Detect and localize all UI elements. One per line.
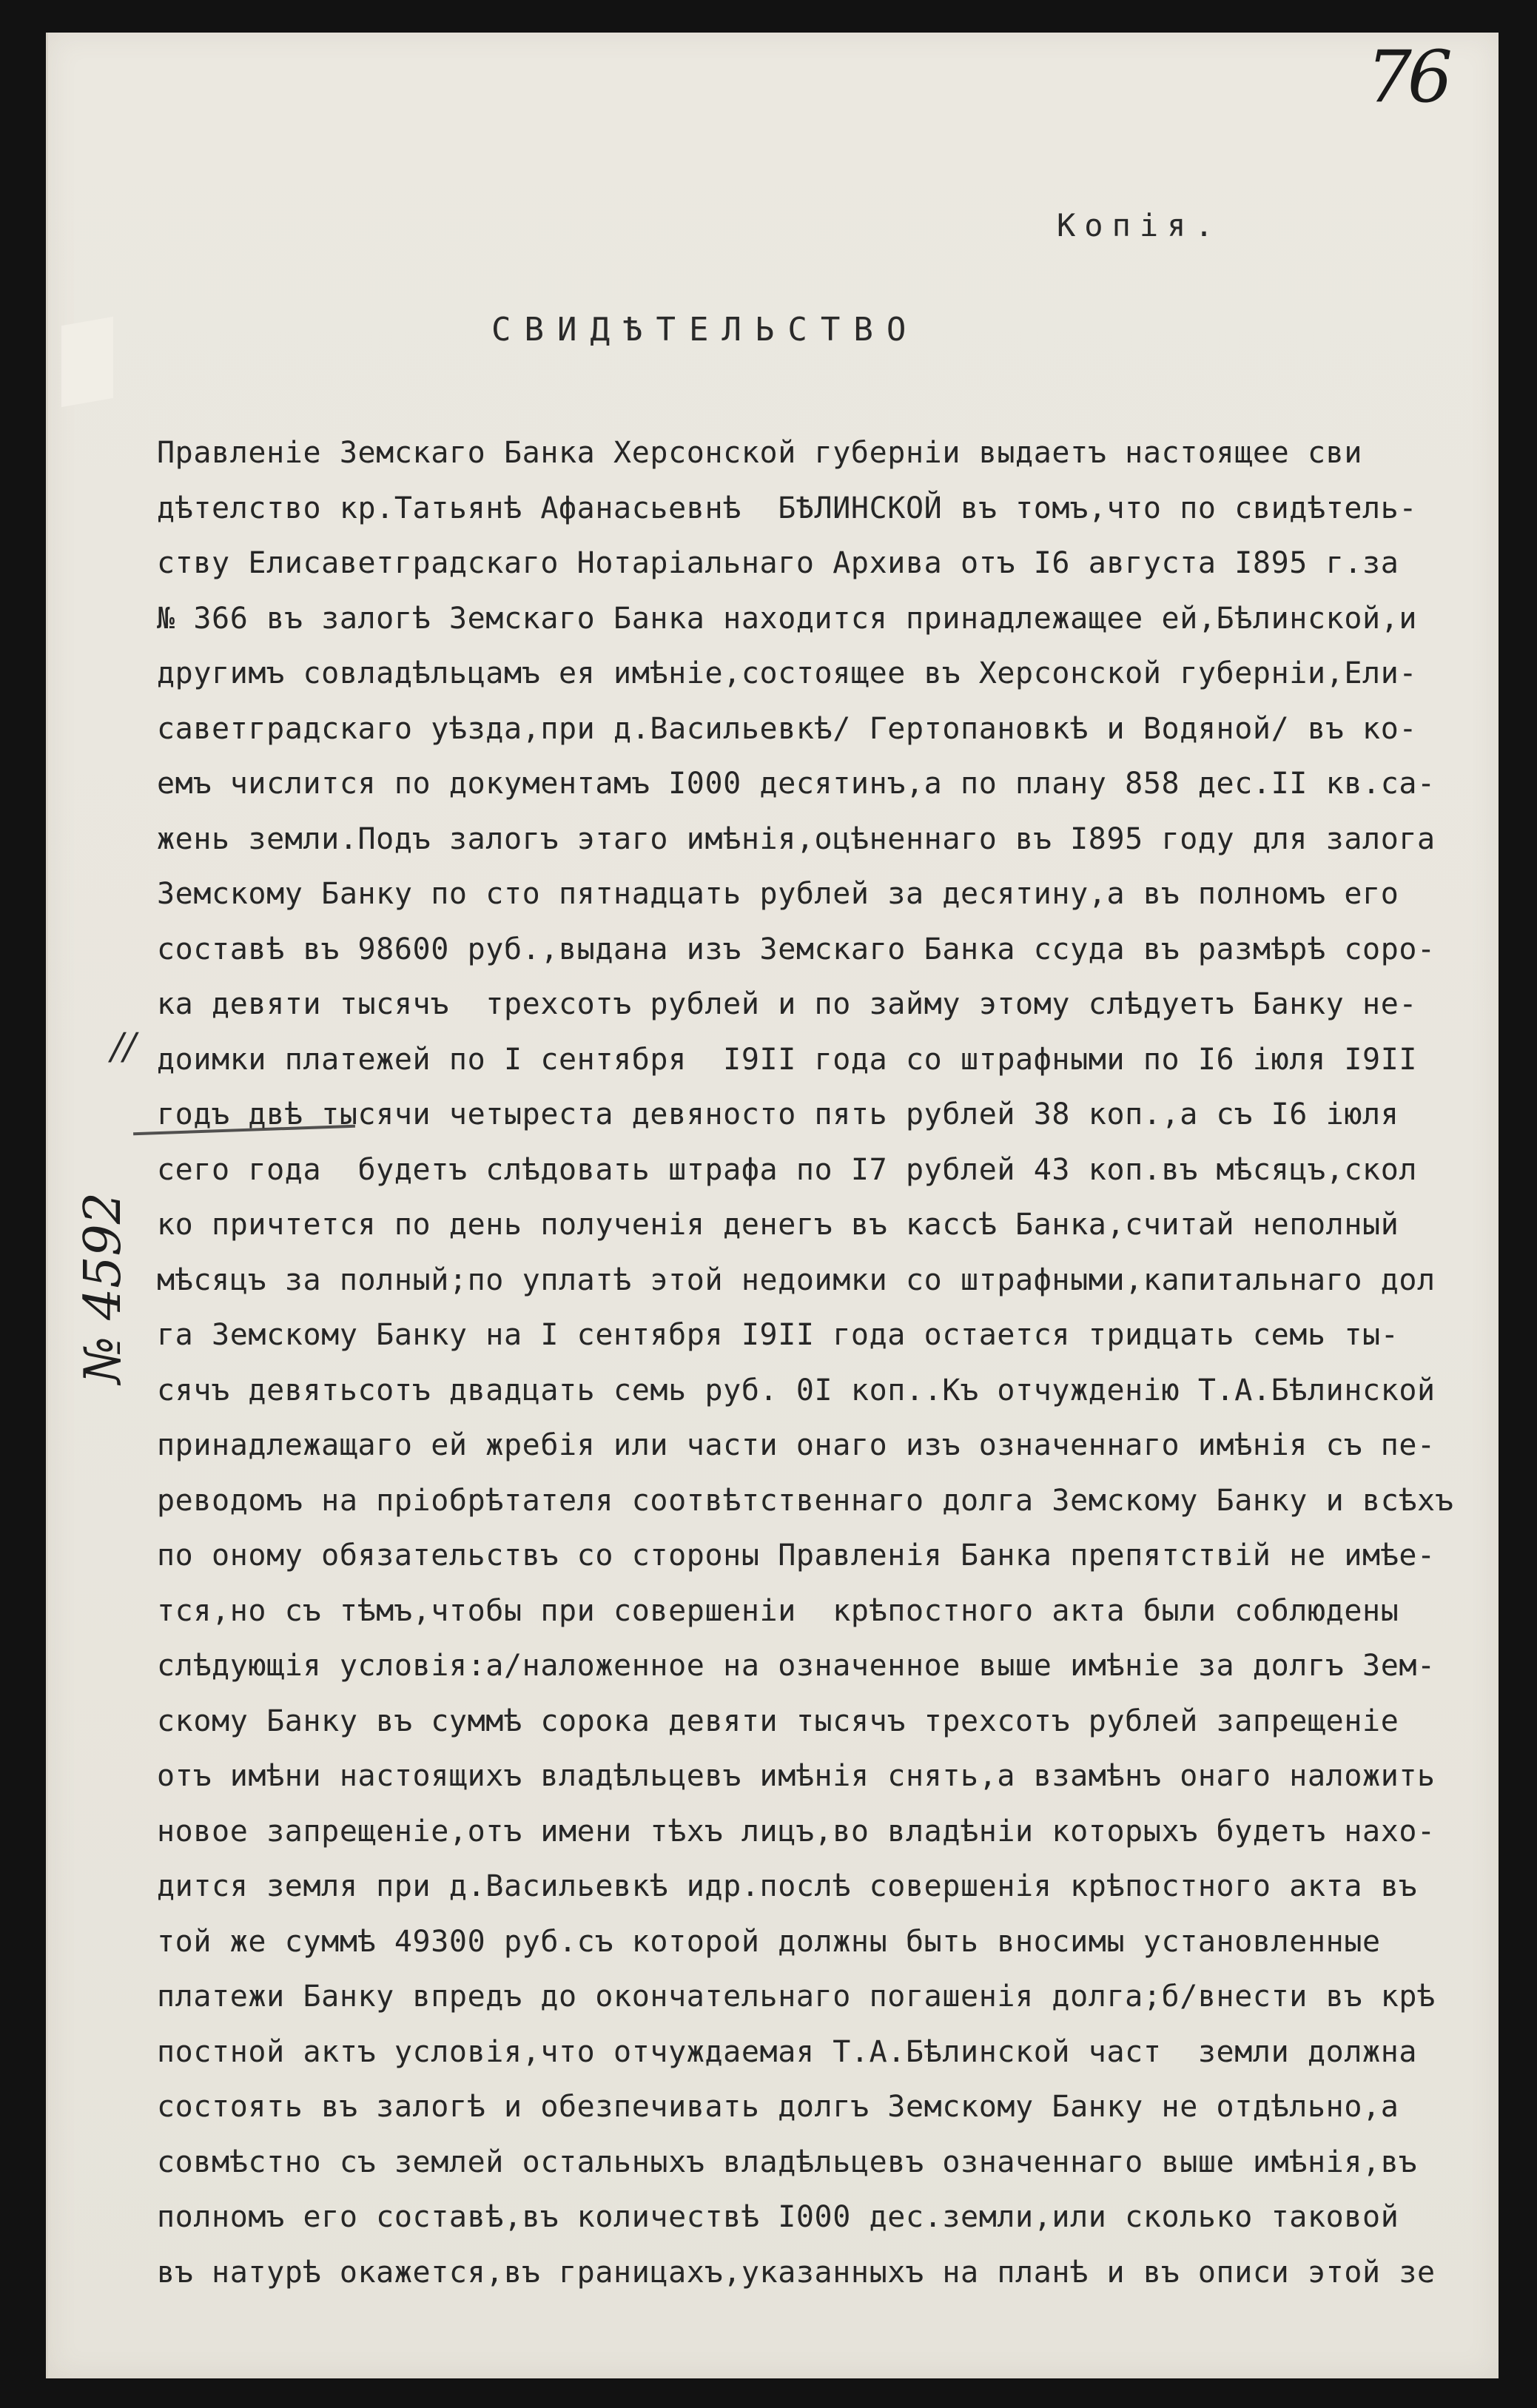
body-line: той же суммѣ 49300 руб.съ которой должны быть вносимы установленные [157,1924,1381,1959]
copy-label: Копія. [1057,207,1222,243]
body-line: отъ имѣни настоящихъ владѣльцевъ имѣнія снять,а взамѣнъ онаго наложить [157,1759,1436,1793]
body-line: сячъ девятьсотъ двадцать семь руб. 0I коп..Къ отчужденію Т.А.Бѣлинской [157,1373,1436,1408]
body-line: ству Елисаветградскаго Нотаріальнаго Архива отъ I6 августа I895 г.за [157,546,1399,580]
body-line: новое запрещеніе,отъ имени тѣхъ лицъ,во владѣніи которыхъ будетъ нахо- [157,1814,1436,1849]
body-line: состоять въ залогѣ и обезпечивать долгъ Земскому Банку не отдѣльно,а [157,2090,1399,2124]
body-line: скому Банку въ суммѣ сорока девяти тысячъ трехсотъ рублей запрещеніе [157,1704,1399,1738]
body-line: сего года будетъ слѣдовать штрафа по I7 рублей 43 коп.въ мѣсяцъ,скол [157,1152,1418,1187]
body-line: дѣтелство кр.Татьянѣ Афанасьевнѣ БѢЛИНСКОЙ въ томъ,что по свидѣтель- [157,491,1418,525]
margin-note: № 4592 [74,1191,132,1384]
torn-edge [61,317,113,407]
body-line: га Земскому Банку на I сентября I9II года остается тридцать семь ты- [157,1318,1399,1352]
body-line: ка девяти тысячъ трехсотъ рублей и по займу этому слѣдуетъ Банку не- [157,987,1418,1021]
body-line: мѣсяцъ за полный;по уплатѣ этой недоимки со штрафными,капитальнаго дол [157,1262,1436,1297]
body-line: жень земли.Подъ залогъ этаго имѣнія,оцѣненнаго въ I895 году для залога [157,821,1436,856]
body-line: Правленіе Земскаго Банка Херсонской губерніи выдаетъ настоящее сви [157,436,1363,470]
document-title: СВИДѢТЕЛЬСТВО [491,311,920,349]
body-line: доимки платежей по I сентября I9II года со штрафными по I6 іюля I9II [157,1042,1418,1077]
body-line: емъ числится по документамъ I000 десятинъ,а по плану 858 дес.II кв.са- [157,767,1436,801]
body-line: платежи Банку впредъ до окончательнаго погашенія долга;б/внести въ крѣ [157,1980,1436,2014]
margin-mark: // [111,1025,136,1068]
body-line: постной актъ условія,что отчуждаемая Т.А.Бѣлинской част земли должна [157,2034,1418,2069]
body-line: ко причтется по день полученія денегъ въ кассѣ Банка,считай неполный [157,1208,1399,1242]
body-line: реводомъ на пріобрѣтателя соотвѣтственнаго долга Земскому Банку и всѣхъ [157,1483,1454,1518]
document-body [157,426,1459,2300]
body-line: составѣ въ 98600 руб.,выдана изъ Земскаго Банка ссуда въ размѣрѣ соро- [157,932,1436,966]
body-line: годъ двѣ тысячи четыреста девяносто пять рублей 38 коп.,а съ I6 іюля [157,1097,1399,1131]
body-line: саветградскаго уѣзда,при д.Васильевкѣ/ Гертопановкѣ и Водяной/ въ ко- [157,711,1418,746]
body-line: полномъ его составѣ,въ количествѣ I000 дес.земли,или сколько таковой [157,2200,1399,2234]
page-number: 76 [1366,36,1448,118]
body-line: № 366 въ залогѣ Земскаго Банка находится принадлежащее ей,Бѣлинской,и [157,601,1418,636]
body-line: Земскому Банку по сто пятнадцать рублей за десятину,а въ полномъ его [157,877,1399,911]
body-line: дится земля при д.Васильевкѣ идр.послѣ совершенія крѣпостного акта въ [157,1869,1418,1903]
body-line: другимъ совладѣльцамъ ея имѣніе,состоящее въ Херсонской губерніи,Ели- [157,656,1418,690]
body-line: по оному обязательствъ со стороны Правленія Банка препятствій не имѣе- [157,1538,1436,1573]
body-line: тся,но съ тѣмъ,чтобы при совершеніи крѣпостного акта были соблюдены [157,1593,1399,1628]
body-line: принадлежащаго ей жребія или части онаго изъ означеннаго имѣнія съ пе- [157,1428,1436,1462]
body-line: въ натурѣ окажется,въ границахъ,указанныхъ на планѣ и въ описи этой зе [157,2255,1436,2290]
body-line: совмѣстно съ землей остальныхъ владѣльцевъ означеннаго выше имѣнія,въ [157,2145,1418,2179]
body-line: слѣдующія условія:а/наложенное на означенное выше имѣніе за долгъ Зем- [157,1649,1436,1683]
